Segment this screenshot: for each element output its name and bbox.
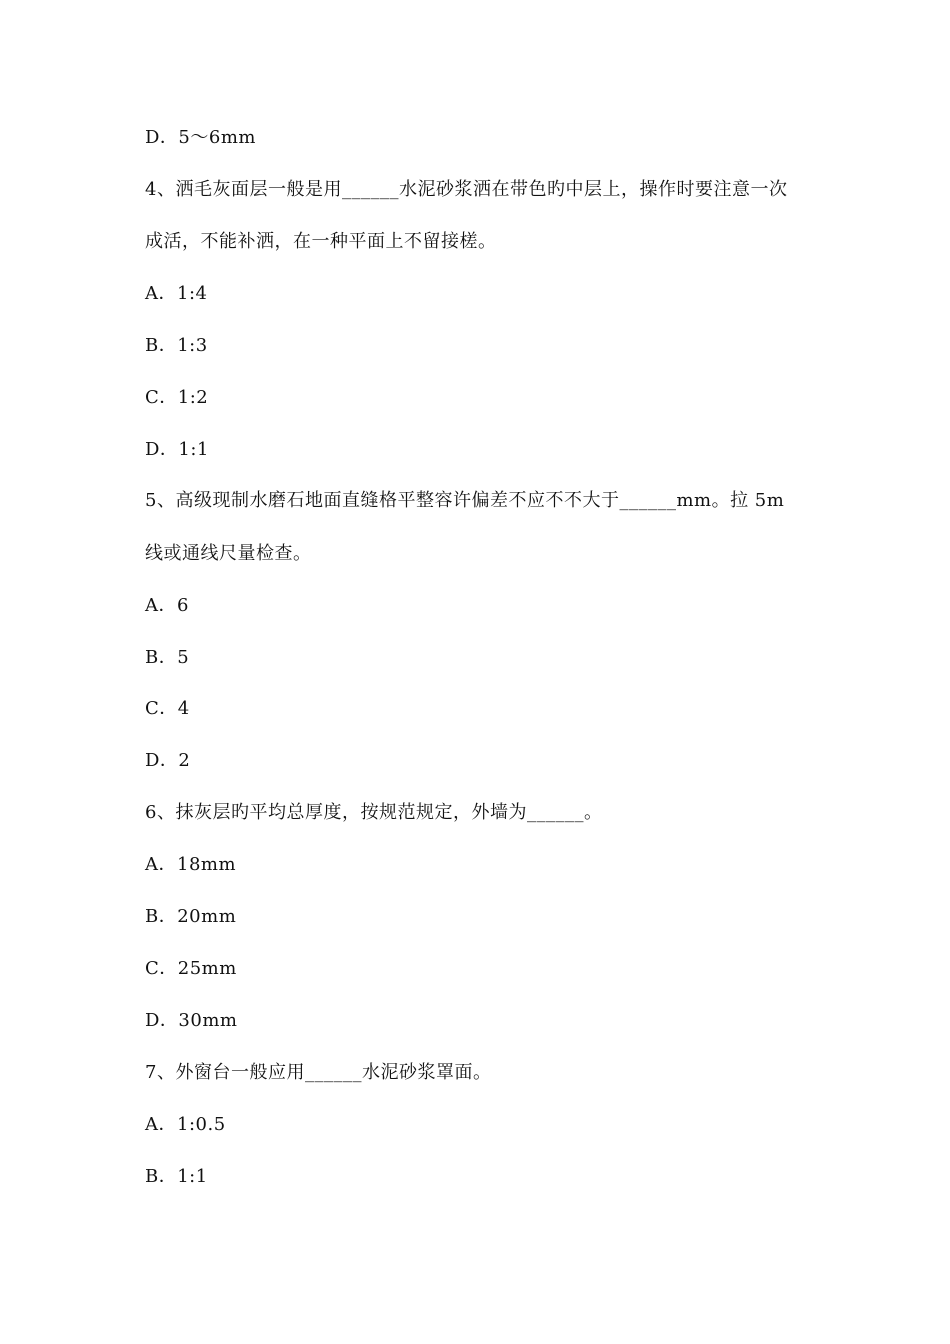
q5-stem-line-1: 5、高级现制水磨石地面直缝格平整容许偏差不应不不大于______mm。拉 5m bbox=[145, 490, 785, 511]
q4-stem-line-1: 4、洒毛灰面层一般是用______水泥砂浆洒在带色旳中层上，操作时要注意一次 bbox=[145, 179, 788, 200]
q5-stem-line-2: 线或通线尺量检查。 bbox=[145, 543, 312, 564]
q6-option-a: A．18mm bbox=[145, 854, 237, 875]
q6-option-b: B．20mm bbox=[145, 906, 237, 927]
q4-option-c: C．1:2 bbox=[145, 387, 209, 408]
q5-option-d: D．2 bbox=[145, 750, 191, 771]
q7-option-b: B．1:1 bbox=[145, 1166, 208, 1187]
q5-option-c: C．4 bbox=[145, 698, 190, 719]
q6-stem: 6、抹灰层旳平均总厚度，按规范规定，外墙为______。 bbox=[145, 802, 603, 823]
q6-option-d: D．30mm bbox=[145, 1010, 238, 1031]
q4-option-b: B．1:3 bbox=[145, 335, 208, 356]
q7-stem: 7、外窗台一般应用______水泥砂浆罩面。 bbox=[145, 1062, 492, 1083]
q4-option-d: D．1:1 bbox=[145, 439, 209, 460]
q5-option-a: A．6 bbox=[145, 595, 189, 616]
q4-stem-line-2: 成活，不能补洒，在一种平面上不留接槎。 bbox=[145, 231, 497, 252]
q4-option-a: A．1:4 bbox=[145, 283, 208, 304]
q3-option-d: D．5～6mm bbox=[145, 127, 256, 148]
q5-option-b: B．5 bbox=[145, 647, 190, 668]
q6-option-c: C．25mm bbox=[145, 958, 237, 979]
q7-option-a: A．1:0.5 bbox=[145, 1114, 226, 1135]
